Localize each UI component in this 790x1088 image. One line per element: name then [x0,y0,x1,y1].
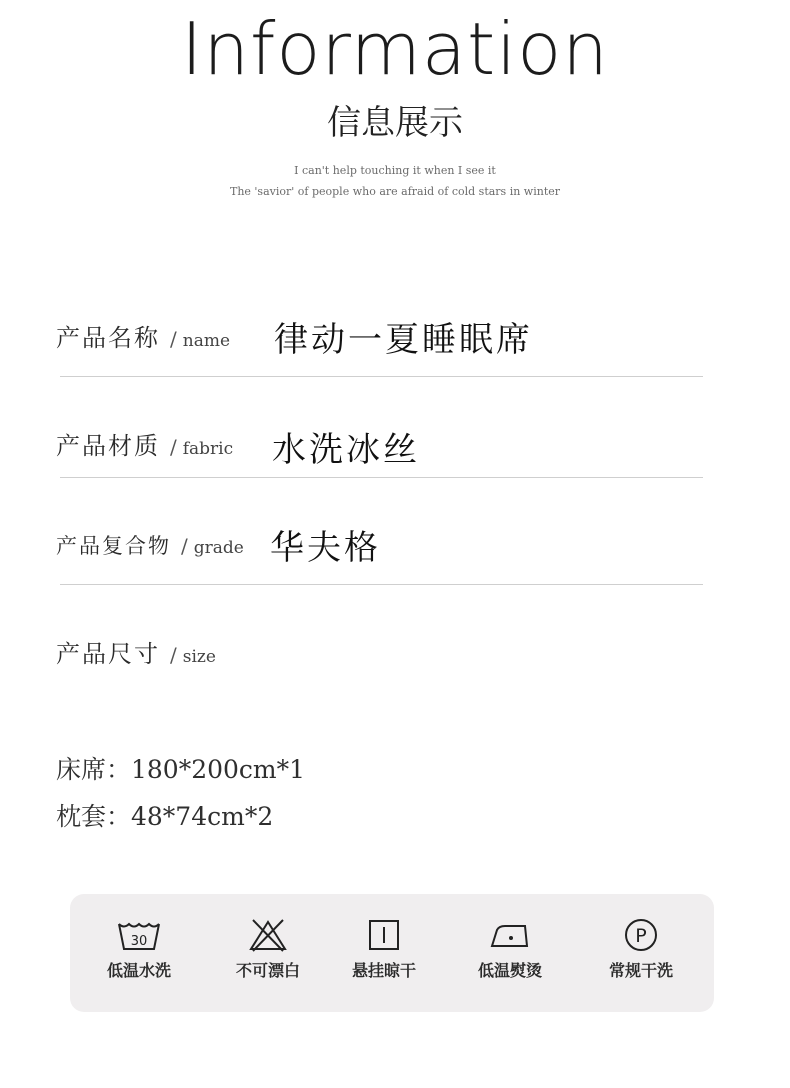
low-iron-icon [487,918,533,952]
care-label: 悬挂晾干 [351,961,416,980]
care-item [586,918,696,981]
care-item [84,918,194,981]
care-item [329,918,439,981]
care-item [213,918,323,981]
grade-label-en: grade [193,538,244,558]
name-label-en: name [182,331,231,351]
divider [60,376,703,377]
divider [60,584,703,585]
size-pillowcase: 枕套：48*74cm*2 [56,802,274,831]
page-subtitle: 信息展示 [327,103,463,143]
name-value: 律动一夏睡眠席 [274,320,533,360]
grade-label-cn: 产品复合物 [56,534,171,558]
care-label: 常规干洗 [608,961,673,980]
care-label: 低温水洗 [106,961,171,980]
hang-dry-icon [361,918,407,952]
fabric-label-cn: 产品材质 [56,432,160,460]
tagline-1: I can't help touching it when I see it [294,164,496,177]
name-label-cn: 产品名称 [56,324,160,352]
tagline-2: The 'savior' of people who are afraid of cold stars in winter [229,185,561,198]
name-label: 产品名称 / name [56,324,231,352]
fabric-label: 产品材质 / fabric [56,432,234,460]
fabric-label-en: fabric [182,439,234,459]
grade-value: 华夫格 [270,528,381,568]
size-bed-mat: 床席：180*200cm*1 [56,755,306,784]
dry-clean-letter: P [635,925,647,947]
size-label: 产品尺寸 / size [56,640,216,668]
dry-clean-p-icon [618,918,664,952]
care-label: 低温熨烫 [477,961,542,980]
wash-30-icon [116,918,162,952]
care-instructions-panel [70,894,714,1012]
divider [60,477,703,478]
size-label-en: size [182,647,216,667]
grade-label: 产品复合物 / grade [56,534,244,558]
page-title: Information [181,7,609,91]
care-label: 不可漂白 [235,961,300,980]
fabric-value: 水洗冰丝 [272,430,420,470]
wash-temp-text: 30 [130,934,148,949]
no-bleach-icon [245,918,291,952]
care-item [455,918,565,981]
size-label-cn: 产品尺寸 [56,640,160,668]
